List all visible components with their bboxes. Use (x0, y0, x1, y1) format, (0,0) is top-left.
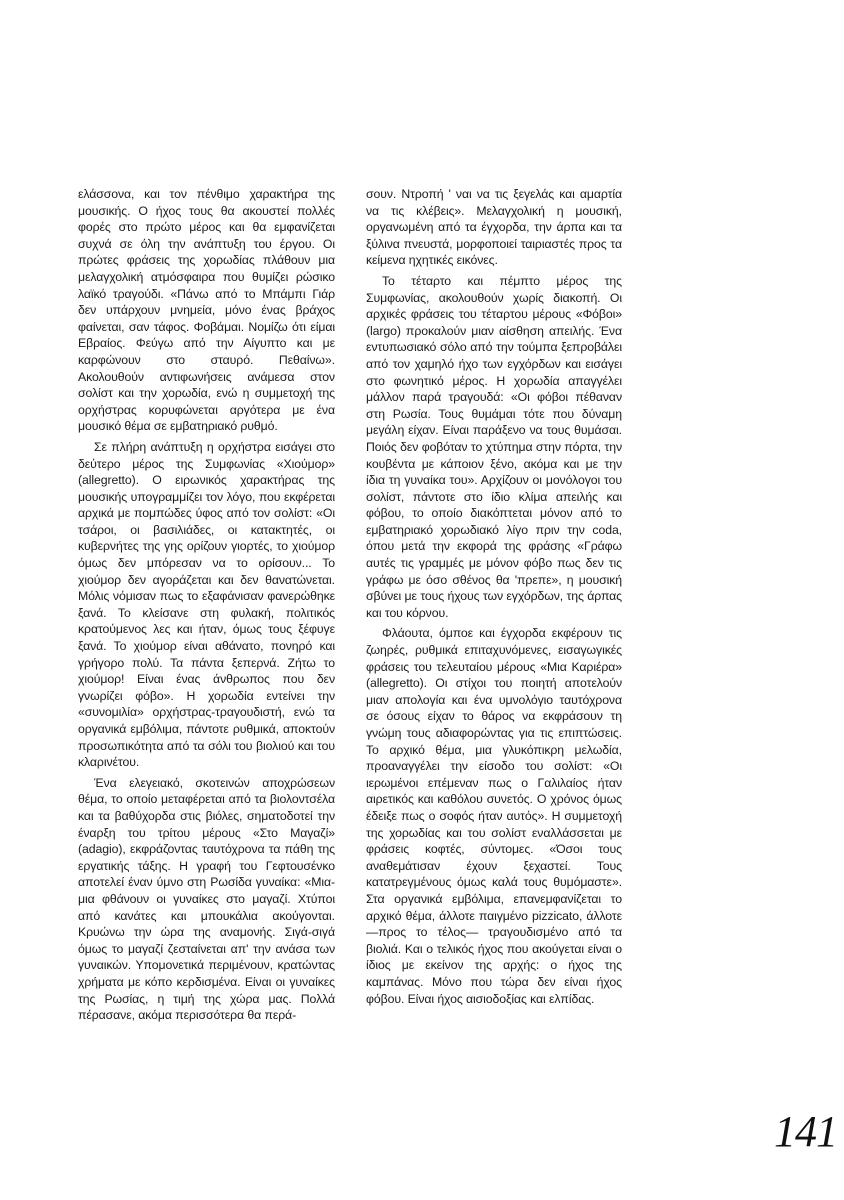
left-paragraph-3: Ένα ελεγειακό, σκοτεινών αποχρώσεων θέμα, το οποίο μεταφέρεται από τα βιολοντσέλα και τα βαθύχορδα στις βιόλες, σηματοδοτεί την έναρξη του τρίτου μέρους «Στο Μαγαζί» (adagio), εκφράζοντας ταυτόχρονα τα πάθη της εργατικής τάξης. Η γραφή του Γεφτουσένκο αποτελεί έναν ύμνο στη Ρωσίδα γυναίκα: «Μια-μια φθάνουν οι γυναίκες στο μαγαζί. Χτύποι από κανάτες και μπουκάλια ακούγονται. Κρυώνω την ώρα της αναμονής. Σιγά-σιγά όμως το μαγαζί ζεσταίνεται απ' την ανάσα των γυναικών. Υπομονετικά περιμένουν, κρατώντας χρήματα με κόπο κερδισμένα. Είναι οι γυναίκες της Ρωσίας, η τιμή της χώρα μας. Πολλά πέρασανε, ακόμα περισσότερα θα περά- (78, 775, 335, 1023)
right-paragraph-1: σουν. Ντροπή ' ναι να τις ξεγελάς και αμαρτία να τις κλέβεις». Μελαγχολική η μουσική, οργανωμένη από τα έγχορδα, την άρπα και τα ξύλινα πνευστά, μορφοποιεί ταιριαστές προς τα κείμενα ηχητικές εικόνες. (366, 187, 622, 268)
right-text-column (366, 186, 622, 1007)
right-paragraph-3: Φλάουτα, όμποε και έγχορδα εκφέρουν τις ζωηρές, ρυθμικά επιταχυνόμενες, εισαγωγικές φράσεις του τελευταίου μέρους «Μια Καριέρα» (allegretto). Οι στίχοι του ποιητή αποτελούν μιαν απολογία και ένα υμνολόγιο ταυτόχρονα σε όσους είχαν το θάρος να εκφράσουν τη γνώμη τους αδιαφορώντας για τις επιπτώσεις. Το αρχικό θέμα, μια γλυκόπικρη μελωδία, προαναγγέλει την είσοδο του σολίστ: «Οι ιερωμένοι επέμεναν πως ο Γαλιλαίος ήταν αιρετικός και καθόλου συνετός. Ο χρόνος όμως έδειξε πως ο σοφός ήταν αυτός». Η συμμετοχή της χορωδίας και του σολίστ εναλλάσσεται με φράσεις κοφτές, σύντομες. «Όσοι τους αναθεμάτισαν έχουν ξεχαστεί. Τους κατατρεγμένους όμως καλά τους θυμόμαστε». Στα οργανικά εμβόλιμα, επανεμφανίζεται το αρχικό θέμα, άλλοτε παιγμένο pizzicato, άλλοτε —προς το τέλος— τραγουδισμένο από τα βιολιά. Και ο τελικός ήχος που ακούγεται είναι ο ίδιος με εκείνον της αρχής: ο ήχος της καμπάνας. Μόνο που τώρα δεν είναι ήχος φόβου. Είναι ήχος αισιοδοξίας και ελπίδας. (366, 626, 622, 1006)
page-number: 141 (774, 1107, 837, 1156)
right-paragraph-2: Το τέταρτο και πέμπτο μέρος της Συμφωνίας, ακολουθούν χωρίς διακοπή. Οι αρχικές φράσεις του τέταρτου μέρους «Φόβοι» (largo) προκαλούν μιαν αίσθηση απειλής. Ένα εντυπωσιακό σόλο από την τούμπα ξεπροβάλει από τον χαμηλό ήχο των εγχόρδων και εισάγει στο φωνητικό μέρος. Η χορωδία απαγγέλει μάλλον παρά τραγουδά: «Οι φόβοι πέθαναν στη Ρωσία. Τους θυμάμαι τότε που δύναμη μεγάλη είχαν. Είναι παράξενο να τους θυμάσαι. Ποιός δεν φοβόταν το χτύπημα στην πόρτα, την κουβέντα με κάποιον ξένο, ακόμα και με την ίδια τη γυναίκα του». Αρχίζουν οι μονόλογοι του σολίστ, πάντοτε στο ίδιο κλίμα απειλής και φόβου, το οποίο διακόπτεται μόνον από το εμβατηριακό χορωδιακό λίγο πριν την coda, όπου μετά την εκφορά της φράσης «Γράφω αυτές τις γραμμές με μόνον φόβο πως δεν τις γράφω με όσο σθένος θα 'πρεπε», η μουσική σβύνει με τους ήχους των εγχόρδων, της άρπας και του κόρνου. (366, 273, 622, 620)
left-paragraph-2: Σε πλήρη ανάπτυξη η ορχήστρα εισάγει στο δεύτερο μέρος της Συμφωνίας «Χιούμορ» (allegretto). Ο ειρωνικός χαρακτήρας της μουσικής υπογραμμίζει τον λόγο, που εκφέρεται αρχικά με πομπώδες ύφος από τον σολίστ: «Οι τσάροι, οι βασιλιάδες, οι κατακτητές, οι κυβερνήτες της γης ορίζουν γιορτές, το χιούμορ όμως δεν μπόρεσαν να το ορίσουν... Το χιούμορ δεν αγοράζεται και δεν θανατώνεται. Μόλις νόμισαν πως το εξαφάνισαν φανερώθηκε ξανά. Το κλείσανε στη φυλακή, πολιτικός κρατούμενος λες και ήταν, όμως τους ξέφυγε ξανά. Το χιούμορ είναι αθάνατο, πονηρό και γρήγορο πολύ. Τα πάντα ξεπερνά. Ζήτω το χιούμορ! Είναι ένας άνθρωπος που δεν γνωρίζει φόβο». Η χορωδία εντείνει την «συνομιλία» ορχήστρας-τραγουδιστή, ενώ τα οργανικά εμβόλιμα, πάντοτε ρυθμικά, αποκτούν προσωπικότητα από τα σόλι του βιολιού και του κλαρινέτου. (78, 439, 335, 770)
left-text-column (78, 186, 335, 1024)
left-paragraph-1: ελάσσονα, και τον πένθιμο χαρακτήρα της μουσικής. Ο ήχος τους θα ακουστεί πολλές φορές στο πρώτο μέρος και θα εμφανίζεται συχνά σε όλη την ανάπτυξη του έργου. Οι πρώτες φράσεις της χορωδίας πλάθουν μια μελαγχολική ατμόσφαιρα που θυμίζει ρώσικο λαϊκό τραγούδι. «Πάνω από το Μπάμπι Γιάρ δεν υπάρχουν μνημεία, μόνο ένας βράχος φαίνεται, σαν τάφος. Φοβάμαι. Νομίζω ότι είμαι Εβραίος. Φεύγω από την Αίγυπτο και με καρφώνουν στο σταυρό. Πεθαίνω». Ακολουθούν αντιφωνήσεις ανάμεσα στον σολίστ και την χορωδία, ενώ η συμμετοχή της ορχήστρας κορυφώνεται αργότερα με ένα μουσικό θέμα σε εμβατηριακό ρυθμό. (78, 187, 335, 434)
